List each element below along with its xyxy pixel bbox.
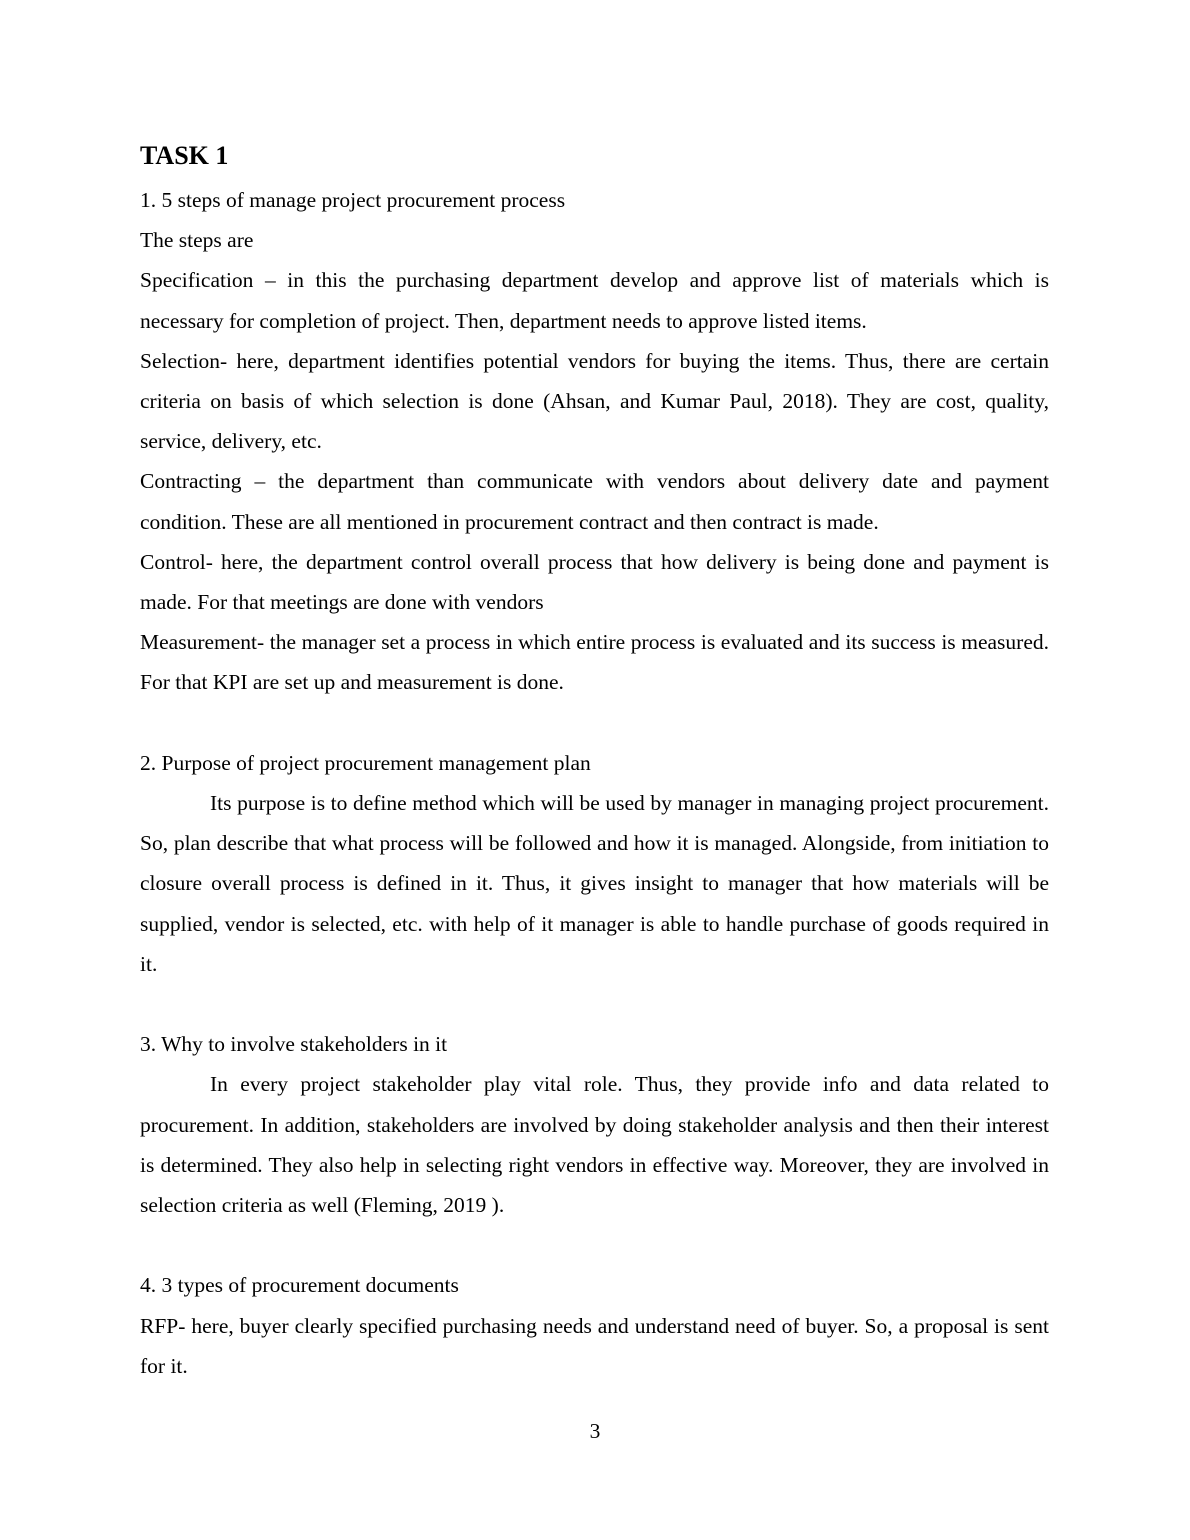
section-intro: The steps are — [140, 228, 254, 253]
paragraph-rfp: RFP- here, buyer clearly specified purchasing needs and understand need of buyer. So, a proposal is sent for it. — [140, 1313, 1049, 1378]
spacer — [140, 984, 1049, 1024]
section-procurement-steps — [140, 180, 1049, 703]
section-title: 2. Purpose of project procurement management plan — [140, 750, 591, 775]
task-heading: TASK 1 — [140, 141, 229, 170]
section-title: 1. 5 steps of manage project procurement process — [140, 188, 566, 212]
page-number: 3 — [589, 1419, 601, 1443]
paragraph-control: Control- here, the department control overall process that how delivery is being done and payment is made. For that meetings are done with vendors — [140, 549, 1049, 615]
document-page — [140, 138, 1049, 1386]
section-title: 3. Why to involve stakeholders in it — [140, 1032, 448, 1057]
spacer — [140, 1225, 1049, 1265]
paragraph-specification: Specification – in this the purchasing department develop and approve list of materials which is necessary for completion of project. Then, department needs to approve listed items. — [140, 268, 1049, 333]
section-title: 4. 3 types of procurement documents — [140, 1273, 459, 1298]
paragraph-selection: Selection- here, department identifies potential vendors for buying the items. Thus, there are certain criteria on basis of which selection is done (Ahsan, and Kumar Paul, 2018). They are cost, quality, service, delivery, etc. — [140, 348, 1049, 454]
section-procurement-plan-purpose — [140, 743, 1049, 984]
section-stakeholders — [140, 1024, 1049, 1225]
paragraph-purpose: Its purpose is to define method which will be used by manager in managing project procurement. So, plan describe that what process will be followed and how it is managed. Alongside, from initiation to closure overall process is defined in it. Thus, it gives insight to manager that how materials will be supplied, vendor is selected, etc. with help of it manager is able to handle purchase of goods required in it. — [140, 791, 1049, 976]
paragraph-stakeholders: In every project stakeholder play vital role. Thus, they provide info and data related to procurement. In addition, stakeholders are involved by doing stakeholder analysis and then their interest is determined. They also help in selecting right vendors in effective way. Moreover, they are involved in selection criteria as well (Fleming, 2019 ). — [140, 1072, 1049, 1218]
section-procurement-documents — [140, 1265, 1049, 1386]
paragraph-measurement: Measurement- the manager set a process in which entire process is evaluated and its success is measured. For that KPI are set up and measurement is done. — [140, 630, 1049, 695]
paragraph-contracting: Contracting – the department than communicate with vendors about delivery date and payment condition. These are all mentioned in procurement contract and then contract is made. — [140, 469, 1049, 534]
spacer — [140, 703, 1049, 743]
